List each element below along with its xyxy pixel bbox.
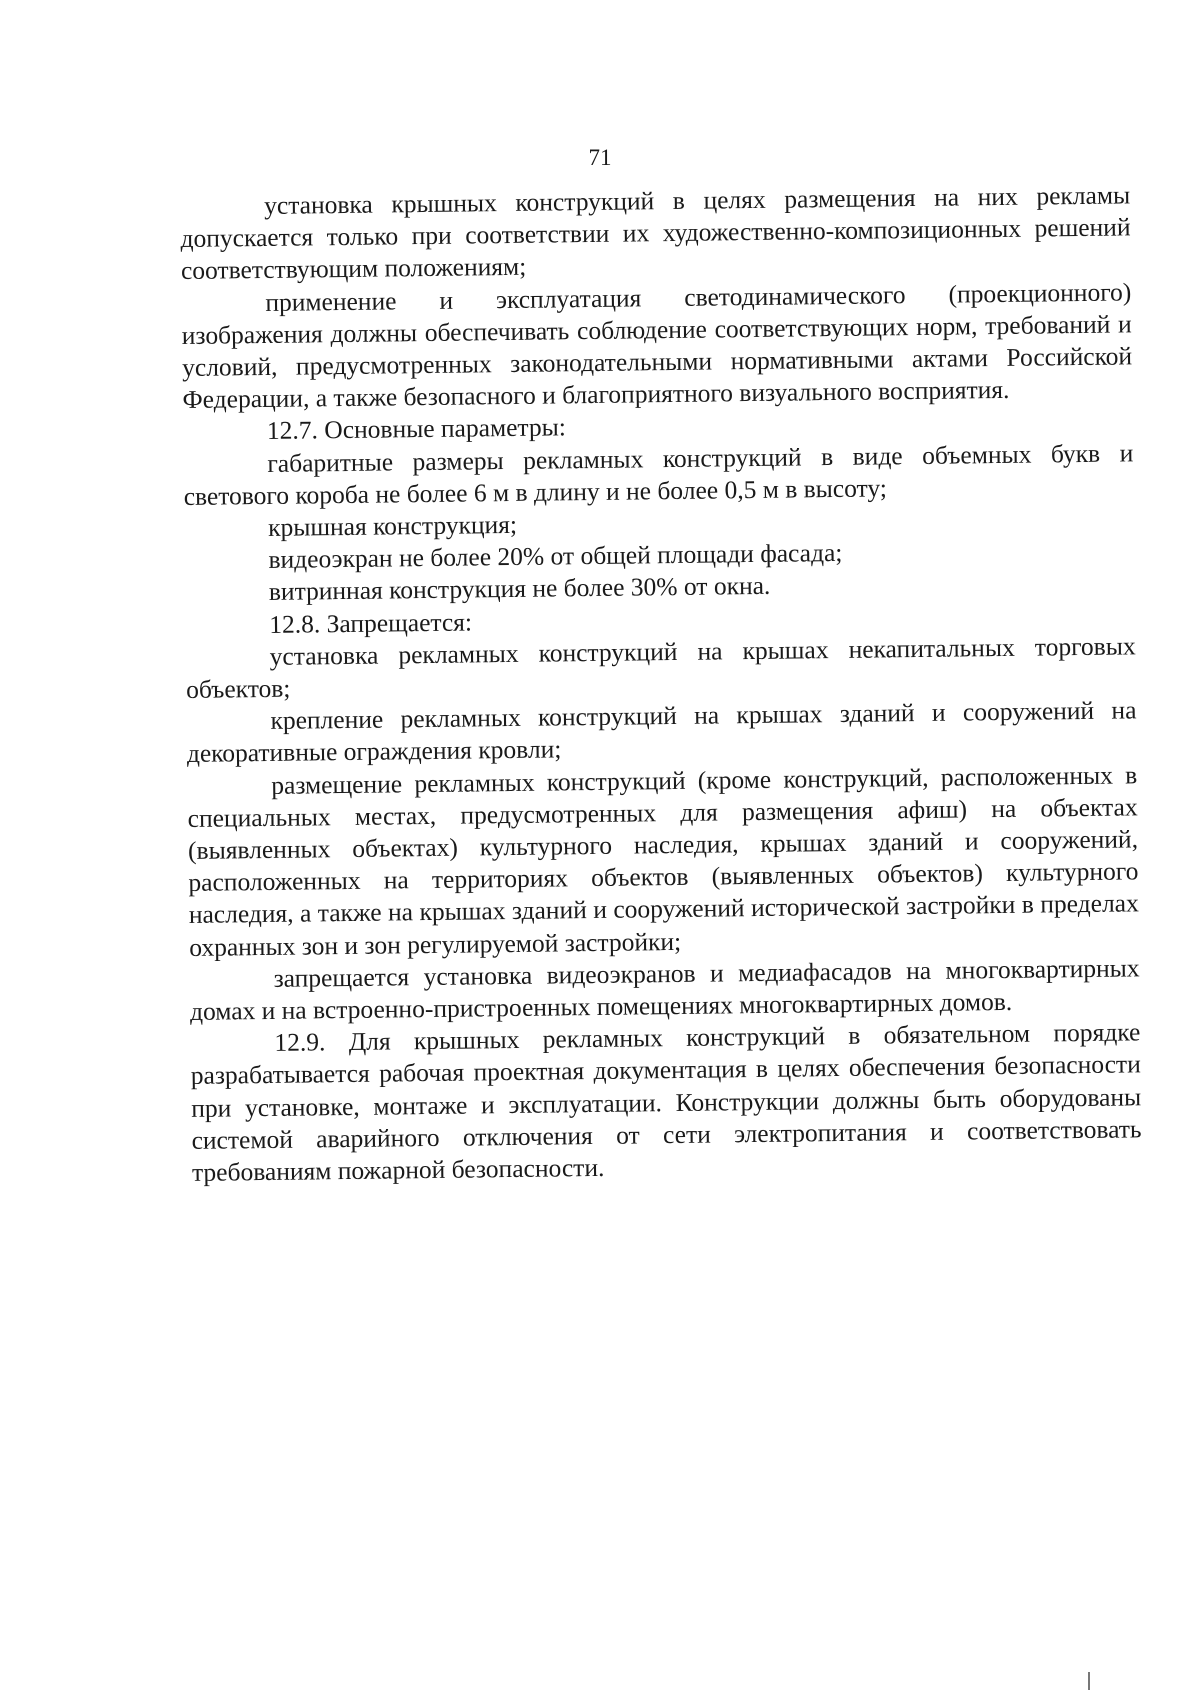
paragraph-roof-structure-item: крышная конструкция;	[267, 509, 518, 542]
paragraph-video-screen-item: видеоэкран не более 20% от общей площади фасада;	[268, 538, 843, 575]
paragraph-showcase-item: витринная конструкция не более 30% от окна.	[268, 571, 771, 607]
paragraph-section-12-8-heading: 12.8. Запрещается:	[269, 607, 473, 639]
paragraph-prohibition-temporary-objects: установка рекламных конструкций на крышах некапитальных торговых объектов;	[185, 631, 1136, 705]
paragraph-light-dynamic-image: применение и эксплуатация светодинамического (проекционного) изображения должны обеспечивать соблюдение соответствующих норм, требований и условий, предусмотренных законодательными нормативными актами Российской Федерации, а также безопасного и благоприятного визуального восприятия.	[181, 276, 1133, 415]
paragraph-section-12-9: 12.9. Для крышных рекламных конструкций в обязательном порядке разрабатывается рабочая проектная документация в целях обеспечения безопасности при установке, монтаже и эксплуатации. Конструкции должны быть оборудованы системой аварийного отключения от сети электропитания и соответствовать требованиям пожарной безопасности.	[190, 1017, 1142, 1188]
scan-artifact-mark	[1088, 1672, 1090, 1690]
paragraph-overall-dimensions: габаритные размеры рекламных конструкций в виде объемных букв и светового короба не более 6 м в длину и не более 0,5 м в высоту;	[183, 437, 1134, 511]
paragraph-roof-structures: установка крышных конструкций в целях размещения на них рекламы допускается только при соответствии их художественно-композиционных решений соответствующим положениям;	[180, 180, 1131, 286]
paragraph-section-12-7-heading: 12.7. Основные параметры:	[266, 412, 567, 446]
paragraph-prohibition-roof-fences: крепление рекламных конструкций на крышах зданий и сооружений на декоративные ограждения кровли;	[186, 695, 1137, 769]
paragraph-prohibition-media-facades: запрещается установка видеоэкранов и медиафасадов на многоквартирных домах и на встроенно-пристроенных помещениях многоквартирных домов.	[189, 953, 1140, 1027]
page-number: 71	[588, 145, 612, 170]
document-body	[180, 179, 1142, 1189]
paragraph-prohibition-cultural-heritage: размещение рекламных конструкций (кроме конструкций, расположенных в специальных местах, предусмотренных для размещения афиш) на объектах (выявленных объектах) культурного наследия, крышах зданий и сооружений, расположенных на территориях объектов (выявленных объектов) культурного наследия, а также на крышах зданий и сооружений исторической застройки в пределах охранных зон и зон регулируемой застройки;	[187, 760, 1139, 962]
